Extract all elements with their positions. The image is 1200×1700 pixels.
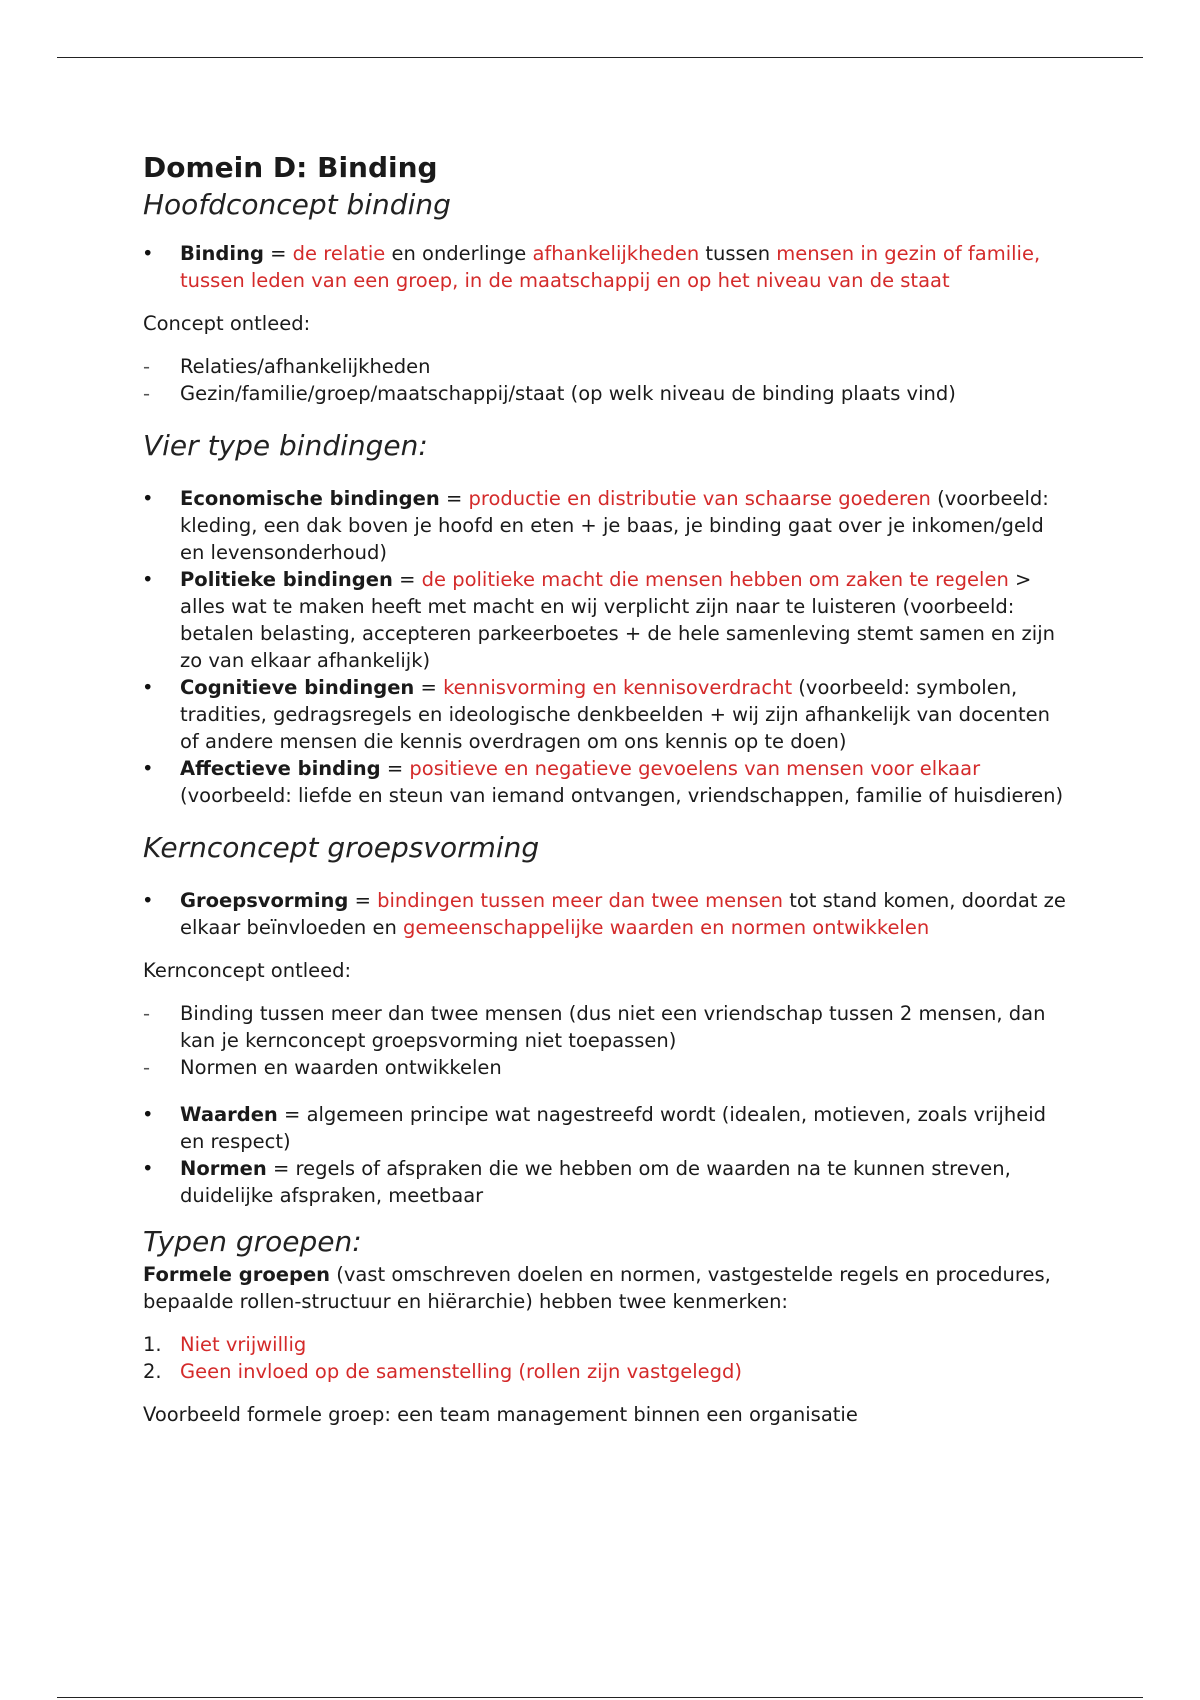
- footer-rule: [57, 1697, 1143, 1698]
- list-item: - Binding tussen meer dan twee mensen (dus niet een vriendschap tussen 2 mensen, dan kan je kernconcept groepsvorming niet toepassen): [143, 1000, 1073, 1054]
- waarden-normen-list: [143, 1101, 1073, 1209]
- formele-groepen-paragraph: Formele groepen (vast omschreven doelen en normen, vastgestelde regels en procedures, bepaalde rollen-structuur en hiërarchie) hebben twee kenmerken:: [143, 1263, 1051, 1313]
- page-title: Domein D: Binding: [143, 151, 438, 184]
- kenmerken-list: [143, 1331, 1073, 1385]
- heading-vier-types: Vier type bindingen:: [143, 429, 428, 462]
- binding-definition-list: [143, 240, 1073, 294]
- heading-typen-groepen: Typen groepen:: [143, 1225, 362, 1258]
- list-item: - Normen en waarden ontwikkelen: [143, 1054, 1073, 1081]
- heading-kernconcept: Kernconcept groepsvorming: [143, 831, 540, 864]
- list-item: • Binding = de relatie en onderlinge afhankelijkheden tussen mensen in gezin of familie, tussen leden van een groep, in de maatschappij en op het niveau van de staat: [143, 240, 1073, 294]
- list-item: - Gezin/familie/groep/maatschappij/staat (op welk niveau de binding plaats vind): [143, 380, 1073, 407]
- list-item: • Affectieve binding = positieve en negatieve gevoelens van mensen voor elkaar (voorbeeld: liefde en steun van iemand ontvangen, vriendschappen, familie of huisdieren): [143, 755, 1073, 809]
- document-body: [143, 150, 1073, 1428]
- kernconcept-ontleed-label: Kernconcept ontleed:: [143, 959, 352, 982]
- list-item: • Waarden = algemeen principe wat nagestreefd wordt (idealen, motieven, zoals vrijheid en respect): [143, 1101, 1073, 1155]
- concept-ontleed-list: [143, 353, 1073, 407]
- voorbeeld-formele-groep: Voorbeeld formele groep: een team management binnen een organisatie: [143, 1403, 858, 1426]
- header-rule: [57, 57, 1143, 58]
- list-item: - Relaties/afhankelijkheden: [143, 353, 1073, 380]
- list-item: 1. Niet vrijwillig: [143, 1333, 307, 1356]
- list-item: • Politieke bindingen = de politieke macht die mensen hebben om zaken te regelen > alles wat te maken heeft met macht en wij verplicht zijn naar te luisteren (voorbeeld: betalen belasting, accepteren parkeerboetes + de hele samenleving stemt samen en zijn zo van elkaar afhankelijk): [143, 566, 1073, 674]
- concept-ontleed-label: Concept ontleed:: [143, 312, 311, 335]
- groepsvorming-definition-list: [143, 887, 1073, 941]
- list-item: 2. Geen invloed op de samenstelling (rollen zijn vastgelegd): [143, 1360, 743, 1383]
- list-item: • Cognitieve bindingen = kennisvorming en kennisoverdracht (voorbeeld: symbolen, tradities, gedragsregels en ideologische denkbeelden + wij zijn afhankelijk van docenten of andere mensen die kennis overdragen om ons kennis op te doen): [143, 674, 1073, 755]
- heading-hoofdconcept: Hoofdconcept binding: [143, 188, 451, 221]
- kernconcept-ontleed-list: [143, 1000, 1073, 1081]
- list-item: • Normen = regels of afspraken die we hebben om de waarden na te kunnen streven, duidelijke afspraken, meetbaar: [143, 1155, 1073, 1209]
- list-item: • Groepsvorming = bindingen tussen meer dan twee mensen tot stand komen, doordat ze elkaar beïnvloeden en gemeenschappelijke waarden en normen ontwikkelen: [143, 887, 1073, 941]
- list-item: • Economische bindingen = productie en distributie van schaarse goederen (voorbeeld: kleding, een dak boven je hoofd en eten + je baas, je binding gaat over je inkomen/geld en levensonderhoud): [143, 485, 1073, 566]
- binding-types-list: [143, 485, 1073, 809]
